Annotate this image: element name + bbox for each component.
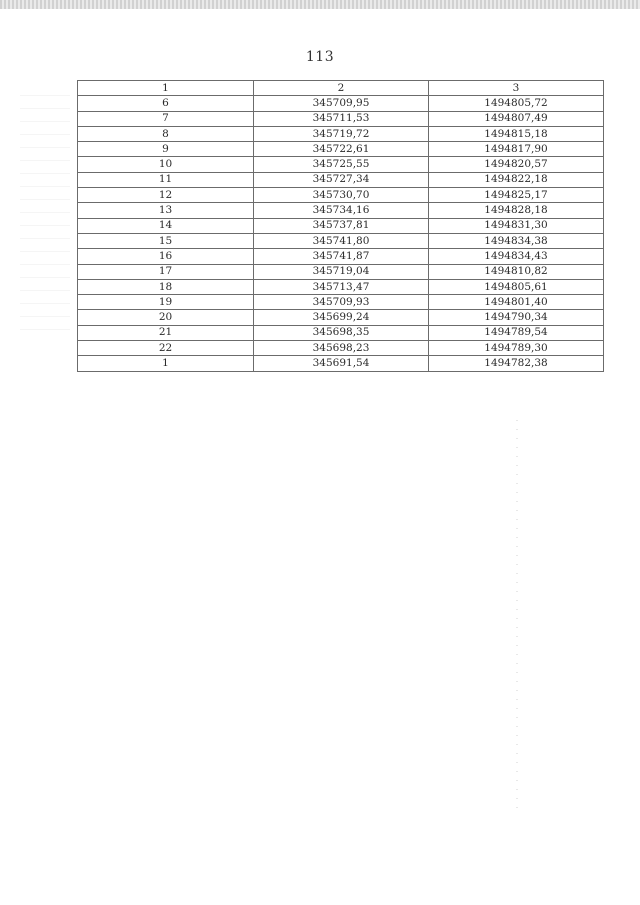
cell-point: 12 — [78, 188, 254, 203]
cell-point: 18 — [78, 279, 254, 294]
table-header-row — [78, 81, 604, 96]
table-row — [78, 142, 604, 157]
cell-x: 345741,80 — [254, 233, 429, 248]
table-row — [78, 157, 604, 172]
cell-x: 345709,95 — [254, 96, 429, 111]
cell-y: 1494810,82 — [429, 264, 604, 279]
table-row — [78, 218, 604, 233]
cell-y: 1494790,34 — [429, 310, 604, 325]
cell-point: 6 — [78, 96, 254, 111]
cell-y: 1494782,38 — [429, 356, 604, 371]
table-row — [78, 111, 604, 126]
cell-y: 1494807,49 — [429, 111, 604, 126]
table-row — [78, 233, 604, 248]
table-row — [78, 356, 604, 371]
cell-x: 345719,72 — [254, 126, 429, 141]
cell-point: 22 — [78, 341, 254, 356]
cell-y: 1494828,18 — [429, 203, 604, 218]
coordinates-table — [77, 80, 604, 372]
cell-point: 9 — [78, 142, 254, 157]
page-number: 113 — [305, 49, 335, 65]
table-row — [78, 264, 604, 279]
cell-x: 345698,23 — [254, 341, 429, 356]
cell-x: 345711,53 — [254, 111, 429, 126]
cell-y: 1494834,38 — [429, 233, 604, 248]
cell-y: 1494831,30 — [429, 218, 604, 233]
column-header-x: 2 — [254, 81, 429, 96]
cell-point: 16 — [78, 249, 254, 264]
table-body — [78, 96, 604, 371]
table-row — [78, 188, 604, 203]
table-row — [78, 203, 604, 218]
cell-y: 1494834,43 — [429, 249, 604, 264]
cell-x: 345691,54 — [254, 356, 429, 371]
cell-y: 1494789,54 — [429, 325, 604, 340]
cell-point: 13 — [78, 203, 254, 218]
cell-x: 345727,34 — [254, 172, 429, 187]
table-row — [78, 126, 604, 141]
cell-x: 345709,93 — [254, 295, 429, 310]
table-row — [78, 279, 604, 294]
scan-noise-left — [20, 95, 70, 335]
table-row — [78, 172, 604, 187]
cell-point: 17 — [78, 264, 254, 279]
cell-point: 21 — [78, 325, 254, 340]
table-row — [78, 295, 604, 310]
cell-y: 1494817,90 — [429, 142, 604, 157]
cell-point: 1 — [78, 356, 254, 371]
cell-x: 345699,24 — [254, 310, 429, 325]
cell-point: 11 — [78, 172, 254, 187]
table-row — [78, 249, 604, 264]
cell-point: 10 — [78, 157, 254, 172]
cell-point: 19 — [78, 295, 254, 310]
cell-x: 345737,81 — [254, 218, 429, 233]
cell-point: 20 — [78, 310, 254, 325]
table-row — [78, 310, 604, 325]
cell-y: 1494805,61 — [429, 279, 604, 294]
cell-x: 345730,70 — [254, 188, 429, 203]
cell-point: 14 — [78, 218, 254, 233]
table-row — [78, 341, 604, 356]
cell-x: 345713,47 — [254, 279, 429, 294]
cell-y: 1494815,18 — [429, 126, 604, 141]
scan-top-edge — [0, 0, 640, 9]
cell-point: 8 — [78, 126, 254, 141]
scan-noise-right — [516, 420, 518, 810]
cell-x: 345741,87 — [254, 249, 429, 264]
cell-y: 1494789,30 — [429, 341, 604, 356]
table-row — [78, 325, 604, 340]
column-header-y: 3 — [429, 81, 604, 96]
cell-y: 1494822,18 — [429, 172, 604, 187]
cell-point: 15 — [78, 233, 254, 248]
column-header-point: 1 — [78, 81, 254, 96]
cell-x: 345719,04 — [254, 264, 429, 279]
cell-y: 1494801,40 — [429, 295, 604, 310]
cell-x: 345725,55 — [254, 157, 429, 172]
table-row — [78, 96, 604, 111]
cell-y: 1494805,72 — [429, 96, 604, 111]
cell-point: 7 — [78, 111, 254, 126]
cell-y: 1494820,57 — [429, 157, 604, 172]
cell-x: 345734,16 — [254, 203, 429, 218]
cell-y: 1494825,17 — [429, 188, 604, 203]
cell-x: 345698,35 — [254, 325, 429, 340]
cell-x: 345722,61 — [254, 142, 429, 157]
